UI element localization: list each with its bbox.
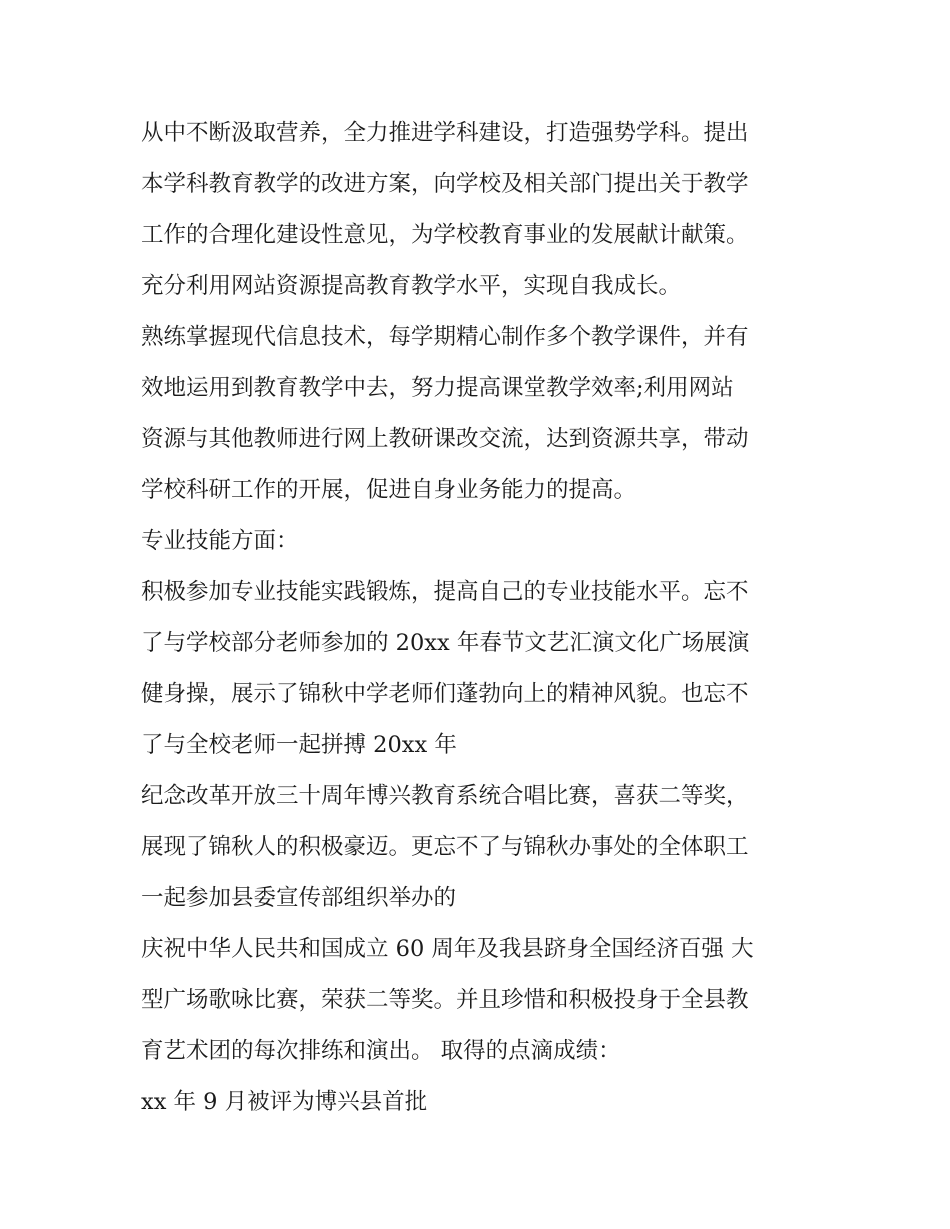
text-line: 熟练掌握现代信息技术，每学期精心制作多个教学课件，并有 <box>141 324 749 350</box>
text-line: 一起参加县委宣传部组织举办的 <box>141 885 457 911</box>
text-line: 庆祝中华人民共和国成立 60 周年及我县跻身全国经济百强 大 <box>141 936 754 962</box>
text-line: 从中不断汲取营养，全力推进学科建设，打造强势学科。提出 <box>141 120 749 146</box>
text-line: 积极参加专业技能实践锻炼，提高自己的专业技能水平。忘不 <box>141 579 749 605</box>
document-body <box>141 108 813 1128</box>
text-line: 效地运用到教育教学中去，努力提高课堂教学效率;利用网站 <box>141 375 734 401</box>
text-line: 纪念改革开放三十周年博兴教育系统合唱比赛，喜获二等奖， <box>141 783 749 809</box>
text-line: 了与全校老师一起拼搏 20xx 年 <box>141 732 457 758</box>
section-heading: 专业技能方面： <box>141 528 299 554</box>
text-line: 资源与其他教师进行网上教研课改交流，达到资源共享，带动 <box>141 426 749 452</box>
text-line: 健身操，展示了锦秋中学老师们蓬勃向上的精神风貌。也忘不 <box>141 681 749 707</box>
text-line: 了与学校部分老师参加的 20xx 年春节文艺汇演文化广场展演 <box>141 630 750 656</box>
text-line: 型广场歌咏比赛，荣获二等奖。并且珍惜和积极投身于全县教 <box>141 987 749 1013</box>
text-line: 充分利用网站资源提高教育教学水平，实现自我成长。 <box>141 273 682 299</box>
text-line: xx 年 9 月被评为博兴县首批 <box>141 1089 428 1115</box>
text-line: 工作的合理化建设性意见，为学校教育事业的发展献计献策。 <box>141 222 749 248</box>
text-line: 本学科教育教学的改进方案，向学校及相关部门提出关于教学 <box>141 171 749 197</box>
text-line: 育艺术团的每次排练和演出。 取得的点滴成绩： <box>141 1038 621 1064</box>
text-line: 学校科研工作的开展，促进自身业务能力的提高。 <box>141 477 637 503</box>
text-line: 展现了锦秋人的积极豪迈。更忘不了与锦秋办事处的全体职工 <box>141 834 749 860</box>
